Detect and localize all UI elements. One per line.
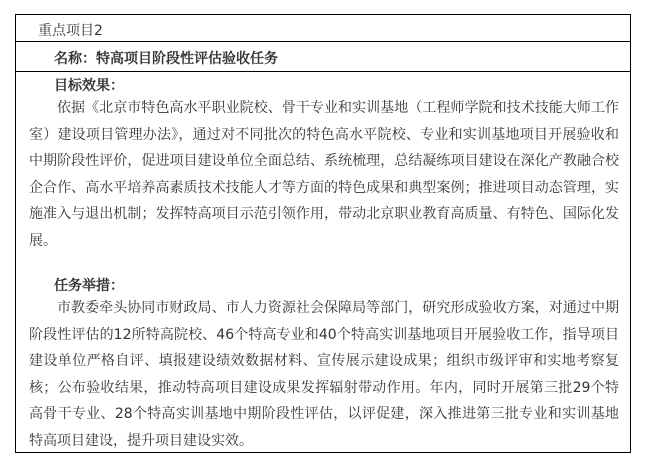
goal-paragraph: 依据《北京市特色高水平职业院校、骨干专业和实训基地（工程师学院和技术技能大师工作室）建设项目管理办法》，通过对不同批次的特色高水平院校、专业和实训基地项目开展验收和中期阶段性评价，促进项目建设单位全面总结、系统梳理，总结凝练项目建设在深化产教融合校企合作、高水平培养高素质技术技能人才等方面的特色成果和典型案例；推进项目动态管理，实施准入与退出机制；发挥特高项目示范引领作用，带动北京职业教育高质量、有特色、国际化发展。 bbox=[29, 100, 619, 249]
project-label-row bbox=[16, 15, 630, 42]
project-name: 名称：特高项目阶段性评估验收任务 bbox=[54, 51, 278, 67]
content-cell bbox=[16, 72, 630, 452]
name-row bbox=[16, 42, 630, 72]
document-table bbox=[15, 14, 631, 453]
task-heading: 任务举措： bbox=[54, 278, 124, 294]
project-label: 重点项目2 bbox=[38, 23, 103, 39]
goal-heading: 目标效果： bbox=[54, 78, 124, 94]
task-paragraph: 市教委牵头协同市财政局、市人力资源社会保障局等部门，研究形成验收方案，对通过中期阶段性评估的12所特高院校、46个特高专业和40个特高实训基地项目开展验收工作，指导项目建设单位严格自评、填报建设绩效数据材料、宣传展示建设成果；组织市级评审和实地考察复核；公布验收结果，推动特高项目建设成果发挥辐射带动作用。年内，同时开展第三批29个特高骨干专业、28个特高实训基地中期阶段性评估，以评促建，深入推进第三批专业和实训基地特高项目建设，提升项目建设实效。 bbox=[29, 300, 619, 449]
